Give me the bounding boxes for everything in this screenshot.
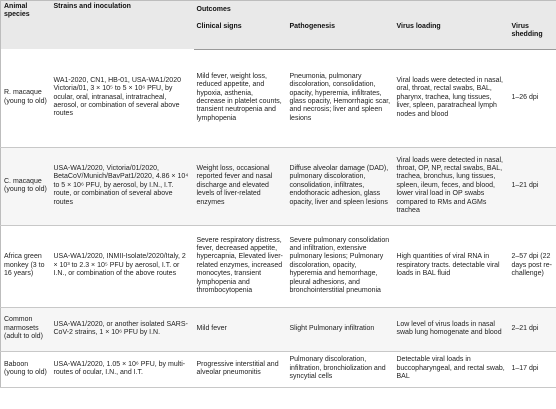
header-animal-species: Animal species	[1, 1, 51, 50]
cell-virus-loading: Viral loads were detected in nasal, throat, OP, NP, rectal swabs, BAL, trachea, bronchus, lung tissues, spleen, ileum, feces, and blood, lower viral load in OP swabs compared to RMs and AGMs trachea	[394, 147, 509, 225]
header-pathogenesis: Pathogenesis	[287, 21, 394, 50]
cell-strains: USA-WA1/2020, or another isolated SARS-CoV-2 strains, 1 × 10⁶ PFU by I.N.	[51, 307, 194, 351]
cell-pathogenesis: Pulmonary discoloration, infiltration, bronchiolization and syncytial cells	[287, 351, 394, 387]
cell-virus-loading: Detectable viral loads in buccopharyngeal, and rectal swab, BAL	[394, 351, 509, 387]
header-virus-shedding: Virus shedding	[509, 21, 556, 50]
header-strains-inoculation: Strains and inoculation	[51, 1, 194, 50]
cell-clinical: Mild fever	[194, 307, 287, 351]
cell-virus-loading: High quantities of viral RNA in respiratory tracts. detectable viral loads in BAL fluid	[394, 225, 509, 307]
cell-shedding: 1–26 dpi	[509, 49, 556, 147]
header-row-top	[1, 1, 556, 21]
cell-clinical: Weight loss, occasional reported fever and nasal discharge and elevated levels of liver-related enzymes	[194, 147, 287, 225]
cell-pathogenesis: Pneumonia, pulmonary discoloration, consolidation, opacity, hyperemia, infiltrates, glass opacity, Hemorrhagic scar, and necrosis; liver and spleen lesions	[287, 49, 394, 147]
cell-shedding: 1–21 dpi	[509, 147, 556, 225]
table-row	[1, 307, 556, 351]
cell-clinical: Progressive interstitial and alveolar pneumonitis	[194, 351, 287, 387]
cell-animal: Common marmosets (adult to old)	[1, 307, 51, 351]
cell-animal: C. macaque (young to old)	[1, 147, 51, 225]
table-row	[1, 225, 556, 307]
cell-clinical: Severe respiratory distress, fever, decreased appetite, hypercapnia, Elevated liver-related enzymes, increased monocytes, transient lymphopenia and thrombocytopenia	[194, 225, 287, 307]
cell-virus-loading: Low level of virus loads in nasal swab lung homogenate and blood	[394, 307, 509, 351]
header-clinical-signs: Clinical signs	[194, 21, 287, 50]
cell-strains: USA-WA1/2020, Victoria/01/2020, BetaCoV/Munich/BavPat1/2020, 4.86 × 10⁴ to 5 × 10⁶ PFU, by aerosol, by I.N., I.T. route, or combination of several above routes	[51, 147, 194, 225]
cell-shedding: 2–21 dpi	[509, 307, 556, 351]
table-row	[1, 147, 556, 225]
cell-shedding: 2–57 dpi (22 days post re-challenge)	[509, 225, 556, 307]
cell-strains: USA-WA1/2020, INMII-Isolate/2020/Italy, 2 × 10³ to 2.3 × 10⁵ PFU by aerosol, I.T. or I.N., or combination of the above routes	[51, 225, 194, 307]
cell-animal: Baboon (young to old)	[1, 351, 51, 387]
cell-pathogenesis: Slight Pulmonary infiltration	[287, 307, 394, 351]
cell-animal: Africa green monkey (3 to 16 years)	[1, 225, 51, 307]
header-virus-loading: Virus loading	[394, 21, 509, 50]
cell-strains: USA-WA1/2020, 1.05 × 10⁶ PFU, by multi-routes of ocular, I.N., and I.T.	[51, 351, 194, 387]
cell-virus-loading: Viral loads were detected in nasal, oral, throat, rectal swabs, BAL, pharynx, trachea, lung tissues, liver, spleen, paratracheal lymph nodes and blood	[394, 49, 509, 147]
cell-pathogenesis: Diffuse alveolar damage (DAD), pulmonary discoloration, consolidation, infiltrates, endothoracic adhesion, glass opacity, liver and spleen lesions	[287, 147, 394, 225]
cell-animal: R. macaque (young to old)	[1, 49, 51, 147]
cell-shedding: 1–17 dpi	[509, 351, 556, 387]
header-outcomes: Outcomes	[194, 1, 556, 21]
cell-strains: WA1-2020, CN1, HB-01, USA-WA1/2020 Victoria/01, 3 × 10⁵ to 5 × 10⁶ PFU, by ocular, oral, intranasal, intratracheal, aerosol, or combination of several above routes	[51, 49, 194, 147]
table-row	[1, 49, 556, 147]
cell-clinical: Mild fever, weight loss, reduced appetite, and hypoxia, asthenia, decrease in platelet counts, transient neutropenia and lymphopenia	[194, 49, 287, 147]
cell-pathogenesis: Severe pulmonary consolidation and infiltration, extensive pulmonary lesions; Pulmonary discoloration, opacity, hyperemia and hemorrhage, pleural adhesions, and bronchointerstitial pneumonia	[287, 225, 394, 307]
table-row	[1, 351, 556, 387]
